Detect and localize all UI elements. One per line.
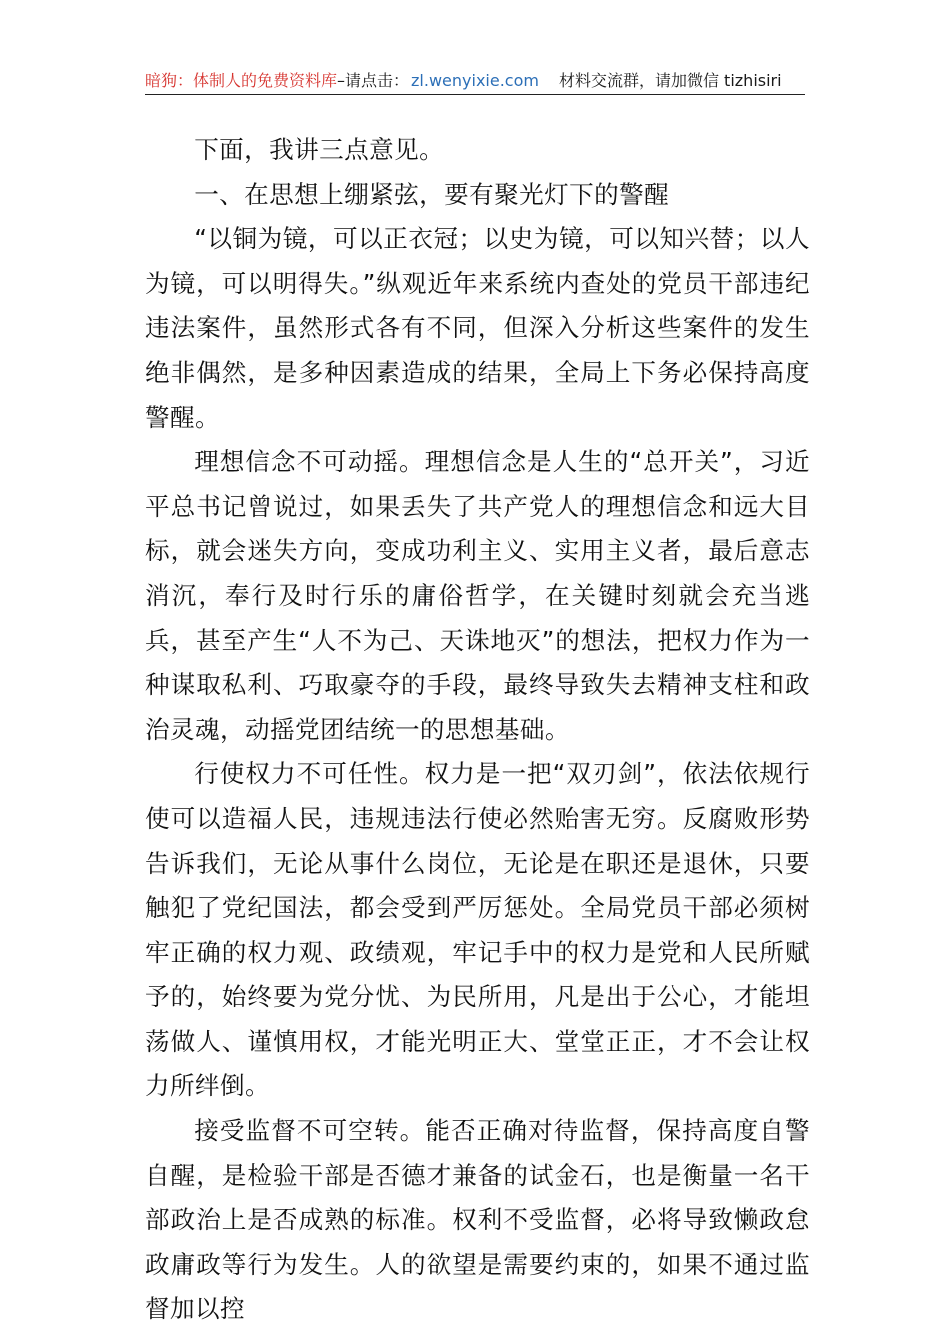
page-header (145, 70, 805, 95)
body-paragraph: 理想信念不可动摇。理想信念是人生的“总开关”，习近平总书记曾说过，如果丢失了共产党人的理想信念和远大目标，就会迷失方向，变成功利主义、实用主义者，最后意志消沉，奉行及时行乐的庸俗哲学，在关键时刻就会充当逃兵，甚至产生“人不为己、天诛地灭”的想法，把权力作为一种谋取私利、巧取豪夺的手段，最终导致失去精神支柱和政治灵魂，动摇党团结统一的思想基础。 (145, 447, 810, 744)
body-paragraph: “以铜为镜，可以正衣冠；以史为镜，可以知兴替；以人为镜，可以明得失。”纵观近年来系统内查处的党员干部违纪违法案件，虽然形式各有不同，但深入分析这些案件的发生绝非偶然，是多种因素造成的结果，全局上下务必保持高度警醒。 (145, 224, 810, 432)
document-body (145, 128, 810, 1332)
group-note: 材料交流群，请加微信 tizhisiri (558, 71, 782, 90)
body-paragraph: 行使权力不可任性。权力是一把“双刃剑”，依法依规行使可以造福人民，违规违法行使必然贻害无穷。反腐败形势告诉我们，无论从事什么岗位，无论是在职还是退休，只要触犯了党纪国法，都会受到严厉惩处。全局党员干部必须树牢正确的权力观、政绩观，牢记手中的权力是党和人民所赋予的，始终要为党分忧、为民所用，凡是出于公心，才能坦荡做人、谨慎用权，才能光明正大、堂堂正正，才不会让权力所绊倒。 (145, 759, 810, 1101)
site-url-link[interactable]: zl.wenyixie.com (411, 71, 539, 90)
section-heading: 一、在思想上绷紧弦，要有聚光灯下的警醒 (194, 179, 670, 209)
body-paragraph: 接受监督不可空转。能否正确对待监督，保持高度自警自醒，是检验干部是否德才兼备的试金石，也是衡量一名干部政治上是否成熟的标准。权利不受监督，必将导致懒政怠政庸政等行为发生。人的欲望是需要约束的，如果不通过监督加以控 (145, 1116, 810, 1324)
click-prompt: –请点击： (337, 71, 410, 90)
site-name: 暗狗：体制人的免费资料库 (145, 71, 338, 90)
intro-paragraph: 下面，我讲三点意见。 (194, 135, 445, 164)
